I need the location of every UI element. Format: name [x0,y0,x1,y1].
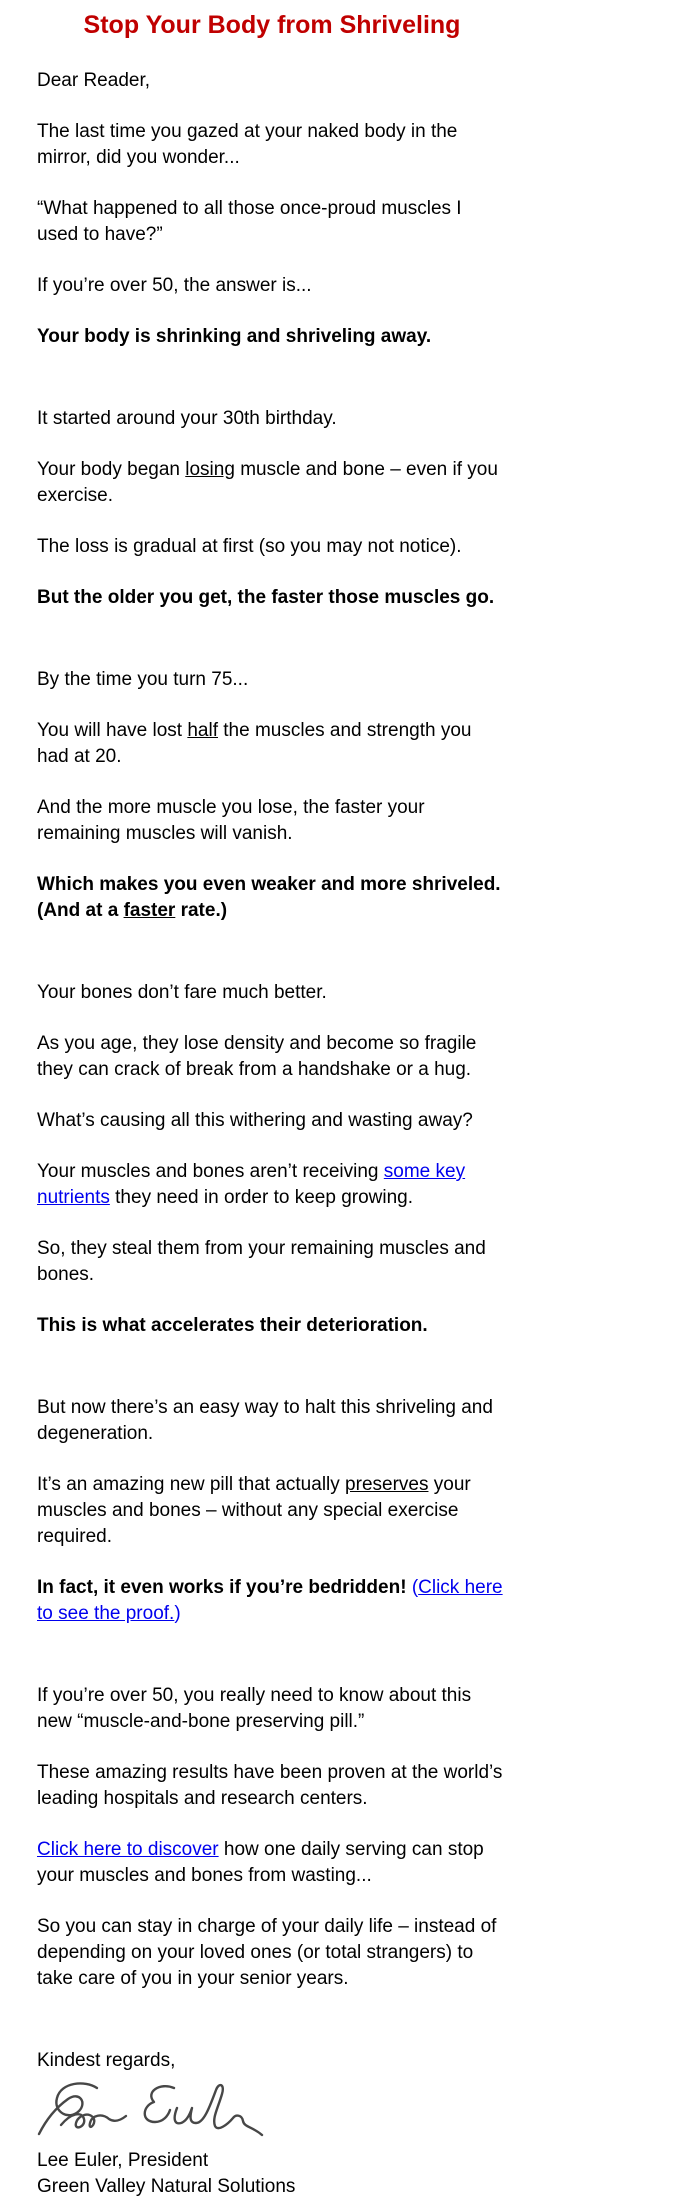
text-segment: Dear Reader, [37,70,151,91]
text-segment: preserves [345,1474,429,1495]
text-segment: And the more muscle you lose, the faster your remaining muscles will vanish. [37,797,425,844]
text-segment: ( [411,1577,419,1598]
paragraph [37,1683,507,1735]
text-segment: By the time you turn 75... [37,669,249,690]
signature-strokes [33,2078,273,2140]
text-segment: But now there’s an easy way to halt this shriveling and degeneration. [37,1397,493,1444]
text-segment: So, they steal them from your remaining muscles and bones. [37,1238,486,1285]
sender-company-line: Green Valley Natural Solutions [37,2176,296,2197]
text-segment: they need in order to keep growing. [109,1187,414,1208]
paragraph [37,119,507,171]
link-click-here-discover[interactable]: Click here to discover [37,1839,219,1860]
paragraph [37,68,507,94]
text-segment: These amazing results have been proven at the world’s leading hospitals and research centers. [37,1762,503,1809]
paragraph [37,196,507,248]
text-segment: The last time you gazed at your naked body in the mirror, did you wonder... [37,121,458,168]
closing-line: Kindest regards, [37,2050,176,2071]
text-segment: how one daily serving can stop your muscles and bones from wasting... [37,1839,484,1886]
paragraph [37,1236,507,1288]
text-segment: half [187,720,218,741]
text-segment: ) [174,1603,181,1624]
page-title: Stop Your Body from Shriveling [83,11,461,39]
paragraph [37,324,507,350]
paragraph [37,1159,507,1211]
letter-content [37,11,507,2200]
paragraph [37,1108,507,1134]
text-segment: faster [123,900,176,921]
paragraph [37,1575,507,1627]
text-segment: “What happened to all those once-proud muscles I used to have?” [37,198,462,245]
text-segment: Your body began [37,459,186,480]
text-segment: Your body is shrinking and shriveling away. [37,326,432,347]
paragraph [37,1837,507,1889]
text-segment: rate.) [175,900,228,921]
paragraph [37,667,507,693]
text-segment: losing [185,459,235,480]
text-segment: If you’re over 50, you really need to know about this new “muscle-and-bone preserving pill.” [37,1685,472,1732]
paragraph [37,534,507,560]
paragraph [37,718,507,770]
text-segment: your muscles and bones – without any special exercise required. [37,1474,471,1547]
paragraph [37,406,507,432]
paragraph [37,457,507,509]
text-segment: If you’re over 50, the answer is... [37,275,312,296]
text-segment: You will have lost [37,720,188,741]
paragraph [37,1395,507,1447]
paragraph [37,872,507,924]
paragraph [37,795,507,847]
paragraph [37,1914,507,1992]
text-segment: In fact, it even works if you’re bedridden! [37,1577,407,1598]
link-some-key-nutrients[interactable]: some key nutrients [37,1161,466,1208]
text-segment: It’s an amazing new pill that actually [37,1474,346,1495]
signature-image [33,2078,273,2140]
paragraph [37,273,507,299]
text-segment: the muscles and strength you had at 20. [37,720,472,767]
text-segment: It started around your 30th birthday. [37,408,337,429]
text-segment: Your bones don’t fare much better. [37,982,327,1003]
sender-block [37,2148,507,2200]
letter-body [37,68,507,1992]
paragraph [37,1313,507,1339]
text-segment: The loss is gradual at first (so you may not notice). [37,536,462,557]
sender-name-line: Lee Euler, President [37,2150,209,2171]
text-segment: Which makes you even weaker and more shriveled. (And at a [37,874,501,921]
text-segment: This is what accelerates their deterioration. [37,1315,428,1336]
link-click-here-see-proof[interactable]: Click here to see the proof. [37,1577,503,1624]
text-segment: So you can stay in charge of your daily life – instead of depending on your loved ones (or total strangers) to take care of you in your senior years. [37,1916,497,1989]
paragraph [37,1760,507,1812]
text-segment: What’s causing all this withering and wasting away? [37,1110,473,1131]
paragraph [37,585,507,611]
paragraph [37,1031,507,1083]
text-segment: Your muscles and bones aren’t receiving [37,1161,384,1182]
paragraph [37,980,507,1006]
paragraph [37,1472,507,1550]
text-segment: muscle and bone – even if you exercise. [37,459,498,506]
text-segment: But the older you get, the faster those muscles go. [37,587,495,608]
text-segment: As you age, they lose density and become so fragile they can crack of break from a handshake or a hug. [37,1033,477,1080]
